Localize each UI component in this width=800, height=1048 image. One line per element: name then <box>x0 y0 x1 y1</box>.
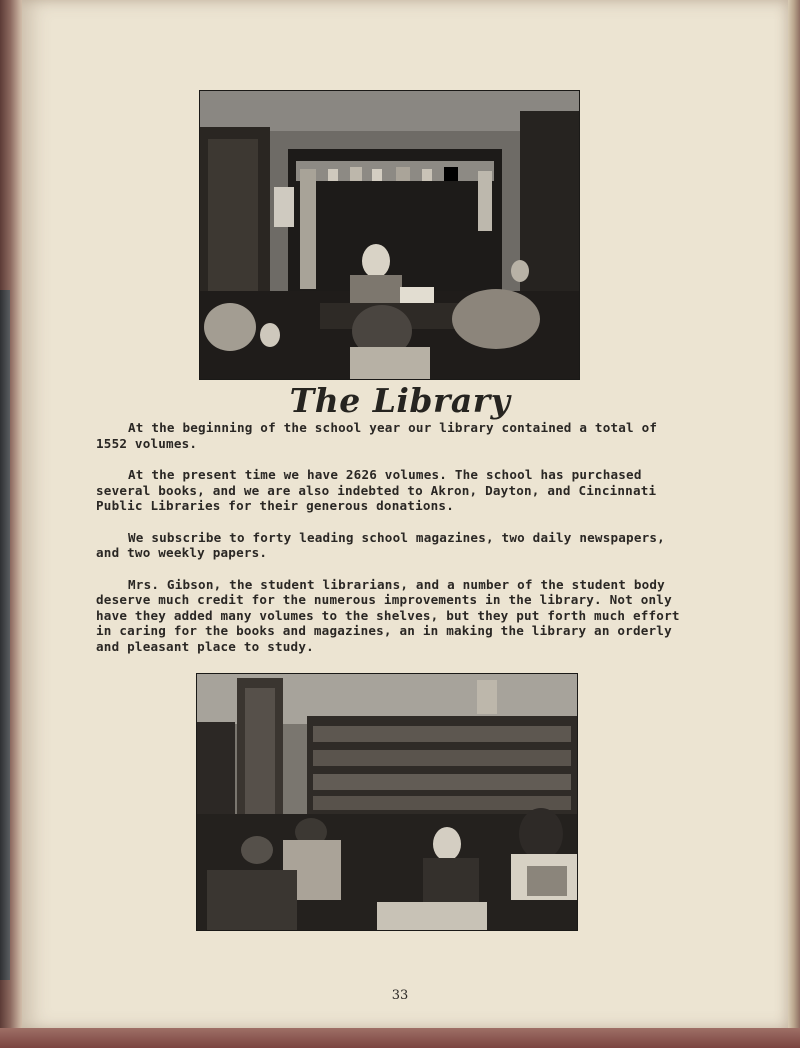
page-number: 33 <box>391 988 409 1003</box>
librarian-desk-image <box>200 91 579 379</box>
students-reading-image <box>197 674 577 930</box>
book-edge-bottom <box>0 1028 800 1048</box>
paragraph-subscriptions: We subscribe to forty leading school magazines, two daily newspapers, and two weekly papers. <box>96 529 665 560</box>
article-body <box>96 420 696 670</box>
book-edge-right <box>788 0 800 1048</box>
page-title: The Library <box>289 381 511 420</box>
paragraph-volumes-start: At the beginning of the school year our library contained a total of 1552 volumes. <box>96 420 658 451</box>
paragraph-credits: Mrs. Gibson, the student librarians, and a number of the student body deserve much credit for the numerous improvements in the library. Not only have they added many volumes to the shelves, but they put forth much effort in caring for the books and magazines, an in making the library an orderly and pleasant place to study. <box>96 576 680 654</box>
library-photo-top <box>199 90 580 380</box>
paragraph-volumes-present: At the present time we have 2626 volumes. The school has purchased several books, and we are also indebted to Akron, Dayton, and Cincinnati Public Libraries for their generous donations. <box>96 467 657 513</box>
library-photo-bottom <box>196 673 578 931</box>
